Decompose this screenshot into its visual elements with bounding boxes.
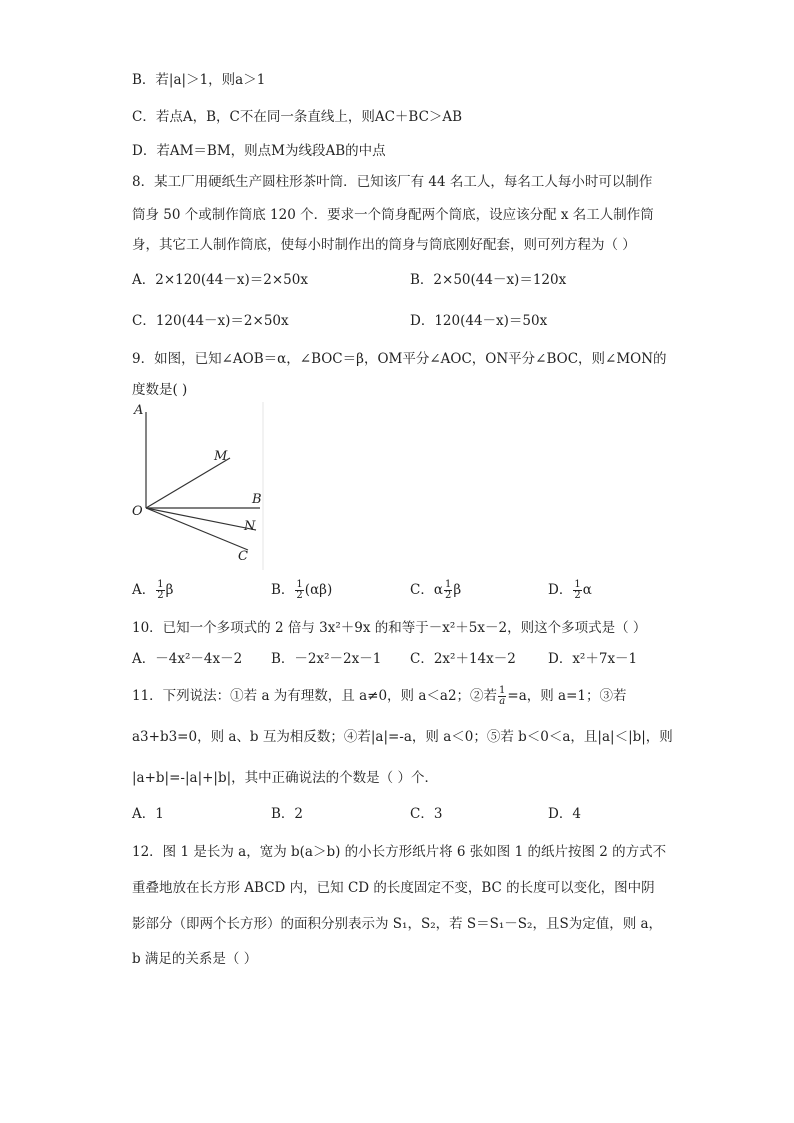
- q10-option-a: A．－4x²－4x－2: [132, 651, 243, 667]
- label-o: O: [132, 504, 143, 519]
- fraction: [295, 580, 303, 601]
- numerator: 1: [296, 579, 303, 590]
- q9-option-a: [132, 580, 173, 601]
- ray-om: [146, 458, 230, 508]
- q11-stem-line1: [132, 686, 627, 707]
- q12-stem-line2: 重叠地放在长方形 ABCD 内，已知 CD 的长度固定不变，BC 的长度可以变化，图中阴: [132, 880, 655, 896]
- numerator: 1: [499, 685, 506, 696]
- q9-d-suffix: α: [582, 582, 592, 598]
- q11-option-c: C．3: [410, 806, 443, 822]
- q11-stem-line3: |a+b|=-|a|+|b|，其中正确说法的个数是（ ）个．: [132, 770, 438, 786]
- denominator: 2: [444, 590, 452, 601]
- q12-stem-line1: 12．图 1 是长为 a，宽为 b(a＞b) 的小长方形纸片将 6 张如图 1 的纸片按图 2 的方式不: [132, 844, 667, 860]
- q9-stem-line2: 度数是( ): [132, 382, 188, 398]
- q10-option-d: D．x²＋7x－1: [548, 651, 638, 667]
- fraction: [156, 580, 164, 601]
- numerator: 1: [574, 579, 581, 590]
- q12-stem-line3: 影部分（即两个长方形）的面积分别表示为 S₁，S₂，若 S＝S₁－S₂，且S为定值，则 a，: [132, 916, 663, 932]
- q9-a-prefix: A．: [132, 582, 156, 598]
- q7-option-d: D．若AM＝BM，则点M为线段AB的中点: [132, 143, 386, 159]
- q9-stem-line1: 9．如图，已知∠AOB＝α，∠BOC＝β，OM平分∠AOC，ON平分∠BOC，则∠MON的: [132, 351, 667, 367]
- q9-option-b: [271, 580, 332, 601]
- q8-stem-line2: 筒身 50 个或制作筒底 120 个．要求一个筒身配两个筒底，设应该分配 x 名工人制作筒: [132, 207, 654, 223]
- fraction: [498, 686, 506, 707]
- q9-d-prefix: D．: [548, 582, 573, 598]
- ray-on: [146, 508, 256, 530]
- q8-option-d: D．120(44－x)＝50x: [410, 313, 548, 329]
- q11-option-b: B．2: [271, 806, 304, 822]
- numerator: 1: [157, 579, 164, 590]
- q11-line1-b: =a，则 a=1；③若: [507, 688, 627, 704]
- q9-b-suffix: (αβ): [304, 582, 333, 598]
- q11-stem-line2: a3+b3=0，则 a、b 互为相反数；④若|a|=-a，则 a＜0；⑤若 b＜0＜a，且|a|＜|b|，则: [132, 729, 673, 745]
- q9-b-prefix: B．: [271, 582, 295, 598]
- q7-option-b: B．若|a|＞1，则a＞1: [132, 72, 266, 88]
- denominator: a: [499, 696, 506, 707]
- label-a: A: [134, 403, 144, 418]
- fraction: [573, 580, 581, 601]
- denominator: 2: [296, 590, 303, 601]
- label-b: B: [252, 492, 262, 507]
- q11-option-d: D．4: [548, 806, 581, 822]
- numerator: 1: [444, 579, 452, 590]
- q9-c-suffix: β: [453, 582, 462, 598]
- label-c: C: [238, 549, 248, 564]
- denominator: 2: [157, 590, 164, 601]
- label-n: N: [244, 519, 256, 534]
- q10-stem: 10．已知一个多项式的 2 倍与 3x²＋9x 的和等于－x²＋5x－2，则这个多项式是（ ）: [132, 620, 647, 636]
- q12-stem-line4: b 满足的关系是（ ）: [132, 951, 258, 967]
- q9-c-prefix: C．α: [410, 582, 443, 598]
- q8-stem-line3: 身，其它工人制作筒底，使每小时制作出的筒身与筒底刚好配套，则可列方程为（ ）: [132, 237, 636, 253]
- q9-option-c: [410, 580, 461, 601]
- q9-option-d: [548, 580, 592, 601]
- ray-oc: [146, 508, 248, 550]
- q10-option-b: B．－2x²－2x－1: [271, 651, 382, 667]
- q8-stem-line1: 8．某工厂用硬纸生产圆柱形茶叶筒．已知该厂有 44 名工人，每名工人每小时可以制作: [132, 174, 653, 190]
- angle-figure: [128, 400, 268, 572]
- denominator: 2: [574, 590, 581, 601]
- label-m: M: [214, 449, 228, 464]
- q7-option-c: C．若点A，B，C不在同一条直线上，则AC＋BC＞AB: [132, 109, 463, 125]
- q9-a-suffix: β: [165, 582, 174, 598]
- q8-option-c: C．120(44－x)＝2×50x: [132, 313, 289, 329]
- q10-option-c: C．2x²＋14x－2: [410, 651, 516, 667]
- q8-option-a: A．2×120(44－x)＝2×50x: [132, 272, 308, 288]
- fraction: [444, 580, 452, 601]
- q11-option-a: A．1: [132, 806, 164, 822]
- q11-line1-a: 11．下列说法：①若 a 为有理数，且 a≠0，则 a＜a2；②若: [132, 688, 498, 704]
- q8-option-b: B．2×50(44－x)＝120x: [410, 272, 567, 288]
